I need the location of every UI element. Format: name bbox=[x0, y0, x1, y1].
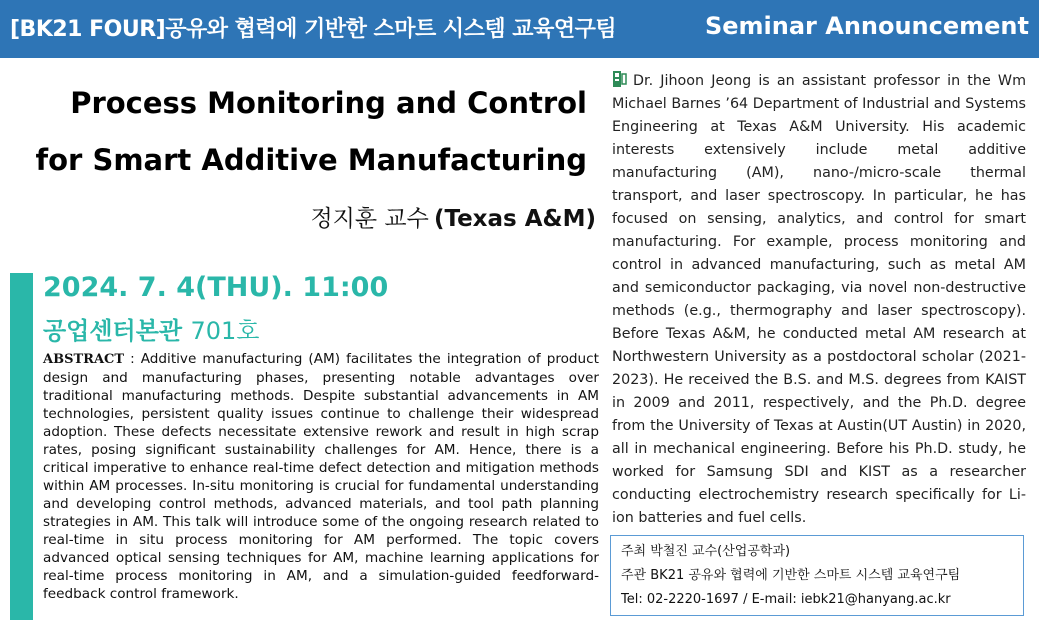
speaker-line bbox=[310, 200, 596, 233]
header-team-name: [BK21 FOUR]공유와 협력에 기반한 스마트 시스템 교육연구팀 bbox=[10, 17, 617, 42]
speaker-name: 정지훈 교수 bbox=[310, 206, 429, 232]
header-announcement-label: Seminar Announcement bbox=[704, 12, 1029, 40]
info-organizer: 주관 BK21 공유와 협력에 기반한 스마트 시스템 교육연구팀 bbox=[621, 568, 961, 583]
person-icon bbox=[612, 70, 627, 88]
seminar-title-line1: Process Monitoring and Control bbox=[70, 86, 587, 120]
info-contact: Tel: 02-2220-1697 / E-mail: iebk21@hanyang.ac.kr bbox=[621, 592, 951, 607]
seminar-title-line2: for Smart Additive Manufacturing bbox=[35, 143, 587, 177]
contact-info-box bbox=[610, 535, 1024, 616]
accent-bar bbox=[10, 273, 33, 620]
venue-building: 공업센터본관 bbox=[43, 317, 183, 345]
abstract-text: Additive manufacturing (AM) facilitates the integration of product design and manufacturing phases, presenting notable advantages over traditional manufacturing methods. Despite substantial advancements in AM technologies, persistent quality issues continue to challenge their widespread adoption. These defects necessitate extensive rework and result in high scrap rates, posing significant sustainability challenges for AM. Hence, there is a critical imperative to enhance real-time defect detection and mitigation methods within AM processes. In-situ monitoring is crucial for fundamental understanding and developing control methods, advanced materials, and tool path planning strategies in AM. This talk will introduce some of the ongoing research related to real-time in situ process monitoring for AM performed. The topic covers advanced optical sensing techniques for AM, machine learning applications for real-time process monitoring in AM, and a simulation-guided feedforward-feedback control framework. bbox=[43, 351, 599, 602]
event-date: 2024. 7. 4(THU). 11:00 bbox=[43, 272, 389, 303]
speaker-affiliation: (Texas A&M) bbox=[433, 206, 596, 232]
abstract-block bbox=[43, 350, 599, 603]
venue-room: 701호 bbox=[190, 317, 260, 345]
event-venue bbox=[43, 311, 259, 346]
speaker-bio bbox=[612, 70, 1026, 530]
bio-text: Dr. Jihoon Jeong is an assistant professor in the Wm Michael Barnes ’64 Department of Industrial and Systems Engineering at Texas A&M University. His academic interests extensively include metal additive manufacturing (AM), nano-/micro-scale thermal transport, and laser spectroscopy. In particular, he has focused on sensing, analytics, and control for smart manufacturing. For example, process monitoring and control in advanced manufacturing, such as metal AM and semiconductor packaging, via novel non-destructive methods (e.g., thermography and laser spectroscopy). Before Texas A&M, he conducted metal AM research at Northwestern University as a postdoctoral scholar (2021-2023). He received the B.S. and M.S. degrees from KAIST in 2009 and 2011, respectively, and the Ph.D. degree from the University of Texas at Austin(UT Austin) in 2020, all in mechanical engineering. Before his Ph.D. study, he worked for Samsung SDI and KIST as a researcher conducting electrochemistry research specifically for Li-ion batteries and fuel cells. bbox=[612, 73, 1026, 526]
abstract-label: ABSTRACT bbox=[43, 352, 125, 367]
header-bar bbox=[0, 0, 1039, 58]
abstract-separator: : bbox=[130, 351, 135, 367]
info-host: 주최 박철진 교수(산업공학과) bbox=[621, 544, 791, 559]
